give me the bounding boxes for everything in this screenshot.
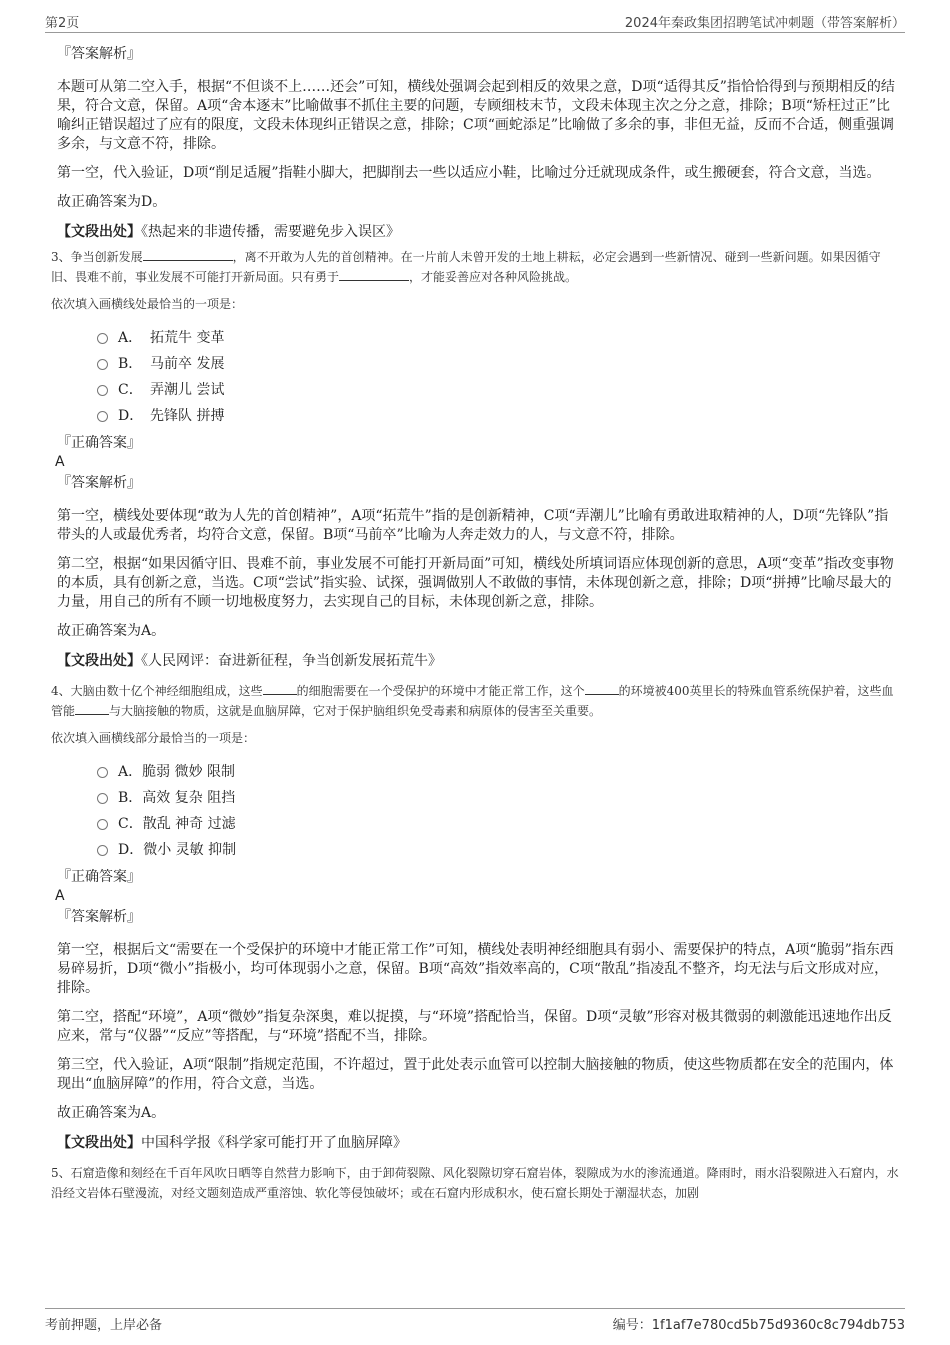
page-footer	[45, 1308, 905, 1335]
option-text: 高效 复杂 阻挡	[142, 790, 236, 806]
q2-conclusion: 故正确答案为D。	[57, 194, 167, 210]
q4-answer-label: 『正确答案』	[57, 869, 141, 885]
option-text: 马前卒 发展	[150, 356, 225, 372]
q4-option-d[interactable]	[97, 841, 897, 860]
document-title: 2024年秦政集团招聘笔试冲刺题（带答案解析）	[624, 16, 905, 31]
q4-text-d: 与大脑接触的物质，这就是血脑屏障，它对于保护脑组织免受毒素和病原体的侵害至关重要。	[109, 704, 602, 718]
q4-option-b[interactable]	[97, 789, 897, 808]
q4-source	[57, 1133, 897, 1153]
q3-option-d[interactable]	[97, 407, 897, 426]
option-text: 脆弱 微妙 限制	[142, 764, 236, 780]
q4-blank-3	[75, 702, 109, 715]
q2-analysis-label: 『答案解析』	[57, 46, 141, 62]
radio-icon[interactable]	[97, 333, 108, 344]
radio-icon[interactable]	[97, 411, 108, 422]
q4-blank-2	[585, 682, 619, 695]
document-code: 编号：1f1af7e780cd5b75d9360c8c794db753	[612, 1318, 905, 1333]
option-text: 微小 灵敏 抑制	[143, 842, 237, 858]
radio-icon[interactable]	[97, 359, 108, 370]
q2-source	[57, 222, 897, 242]
q4-analysis-p3: 第三空，代入验证，A项“限制”指规定范围，不许超过，置于此处表示血管可以控制大脑接触的物质，使这些物质都在安全的范围内，体现出“血脑屏障”的作用，符合文意，当选。	[57, 1057, 894, 1092]
radio-icon[interactable]	[97, 793, 108, 804]
q3-option-b[interactable]	[97, 355, 897, 374]
option-text: 弄潮儿 尝试	[150, 382, 225, 398]
option-letter: D．	[118, 842, 144, 858]
q3-conclusion: 故正确答案为A。	[57, 623, 166, 639]
option-letter: A．	[118, 764, 143, 780]
q4-text-a: 4、大脑由数十亿个神经细胞组成，这些	[51, 684, 263, 698]
q3-prompt: 依次填入画横线处最恰当的一项是：	[51, 297, 244, 311]
q3-options	[97, 329, 897, 426]
q3-analysis-label: 『答案解析』	[57, 475, 141, 491]
radio-icon[interactable]	[97, 767, 108, 778]
q3-analysis-p2: 第二空，根据“如果因循守旧、畏难不前，事业发展不可能打开新局面”可知，横线处所填词语应体现创新的意思，A项“变革”指改变事物的本质，具有创新之意，当选。C项“尝试”指实验、试探，强调做别人不敢做的事情，未体现创新之意，排除；D项“拼搏”比喻尽最大的力量，用自己的所有不顾一切地极度努力，去实现自己的目标，未体现创新之意，排除。	[57, 556, 894, 610]
q4-analysis-p2: 第二空，搭配“环境”，A项“微妙”指复杂深奥，难以捉摸，与“环境”搭配恰当，保留。D项“灵敏”形容对极其微弱的刺激能迅速地作出反应来，常与“仪器”“反应”等搭配，与“环境”搭配不当，排除。	[57, 1009, 892, 1044]
q4-text-b: 的细胞需要在一个受保护的环境中才能正常工作，这个	[296, 684, 585, 698]
q3-option-a[interactable]	[97, 329, 897, 348]
q3-stem	[51, 247, 899, 287]
q2-analysis-p2: 第一空，代入验证，D项“削足适履”指鞋小脚大，把脚削去一些以适应小鞋，比喻过分迁就现成条件，或生搬硬套，符合文意，当选。	[57, 165, 881, 181]
q2-analysis-p1: 本题可从第二空入手，根据“不但谈不上……还会”可知，横线处强调会起到相反的效果之意，D项“适得其反”指恰恰得到与预期相反的结果，符合文意，保留。A项“舍本逐末”比喻做事不抓住主要的问题，专顾细枝末节，文段未体现主次之分之意，排除；B项“矫枉过正”比喻纠正错误超过了应有的限度，文段未体现纠正错误之意，排除；C项“画蛇添足”比喻做了多余的事，非但无益，反而不合适，侧重强调多余，与文意不符，排除。	[57, 79, 895, 152]
q4-prompt: 依次填入画横线部分最恰当的一项是：	[51, 731, 256, 745]
page-number: 第2页	[45, 16, 80, 31]
q3-blank-1	[143, 248, 233, 261]
q4-conclusion: 故正确答案为A。	[57, 1105, 166, 1121]
q4-blank-1	[263, 682, 297, 695]
q4-options	[97, 763, 897, 860]
option-text: 拓荒牛 变革	[150, 330, 225, 346]
q3-blank-2	[339, 268, 409, 281]
q4-stem	[51, 681, 899, 721]
q3-answer-label: 『正确答案』	[57, 435, 141, 451]
footer-note: 考前押题，上岸必备	[45, 1318, 163, 1333]
option-letter: C．	[118, 816, 143, 832]
option-letter: D．	[118, 408, 144, 424]
q3-text-a: 3、争当创新发展	[51, 250, 143, 264]
q3-text-c: ，才能妥善应对各种风险挑战。	[409, 270, 578, 284]
q4-option-c[interactable]	[97, 815, 897, 834]
q2-source-label: 【文段出处】	[57, 224, 141, 240]
q3-analysis-p1: 第一空，横线处要体现“敢为人先的首创精神”，A项“拓荒牛”指的是创新精神，C项“弄潮儿”比喻有勇敢进取精神的人，D项“先锋队”指带头的人或最优秀者，均符合文意，保留。B项“马前卒”比喻为人奔走效力的人，与文意不符，排除。	[57, 508, 889, 543]
option-text: 散乱 神奇 过滤	[142, 816, 236, 832]
radio-icon[interactable]	[97, 385, 108, 396]
q3-source-text: 《人民网评：奋进新征程，争当创新发展拓荒牛》	[141, 653, 442, 669]
q4-analysis-label: 『答案解析』	[57, 909, 141, 925]
option-letter: C．	[118, 382, 143, 398]
q4-source-text: 中国科学报《科学家可能打开了血脑屏障》	[141, 1135, 407, 1151]
option-letter: B．	[118, 790, 143, 806]
page-header	[45, 10, 905, 33]
q2-source-text: 《热起来的非遗传播，需要避免步入误区》	[141, 224, 400, 240]
q4-option-a[interactable]	[97, 763, 897, 782]
q3-source	[57, 651, 897, 671]
radio-icon[interactable]	[97, 845, 108, 856]
document-body	[51, 44, 899, 1211]
q5-stem: 5、石窟造像和刻经在千百年风吹日晒等自然营力影响下，由于卸荷裂隙、风化裂隙切穿石窟岩体，裂隙成为水的渗流通道。降雨时，雨水沿裂隙进入石窟内，水沿经文岩体石壁漫流，对经文题刻造成严重溶蚀、软化等侵蚀破坏；或在石窟内形成积水，使石窟长期处于潮湿状态，加剧	[51, 1166, 899, 1200]
q3-option-c[interactable]	[97, 381, 897, 400]
q4-answer: A	[55, 888, 65, 904]
q4-source-label: 【文段出处】	[57, 1135, 141, 1151]
option-text: 先锋队 拼搏	[150, 408, 225, 424]
radio-icon[interactable]	[97, 819, 108, 830]
q3-answer: A	[55, 454, 65, 470]
q3-source-label: 【文段出处】	[57, 653, 141, 669]
q4-analysis-p1: 第一空，根据后文“需要在一个受保护的环境中才能正常工作”可知，横线处表明神经细胞具有弱小、需要保护的特点，A项“脆弱”指东西易碎易折，D项“微小”指极小，均可体现弱小之意，保留。B项“高效”指效率高的，C项“散乱”指凌乱不整齐，均无法与后文形成对应，排除。	[57, 942, 894, 996]
q4-text-c: 的环境被400英里长的特殊血管系统保护着，这些血管能	[51, 684, 894, 718]
option-letter: A．	[118, 330, 143, 346]
option-letter: B．	[118, 356, 143, 372]
q3-text-b: ，离不开敢为人先的首创精神。在一片前人未曾开发的土地上耕耘，必定会遇到一些新情况、碰到一些新问题。如果因循守旧、畏难不前，事业发展不可能打开新局面。只有勇于	[51, 250, 881, 284]
